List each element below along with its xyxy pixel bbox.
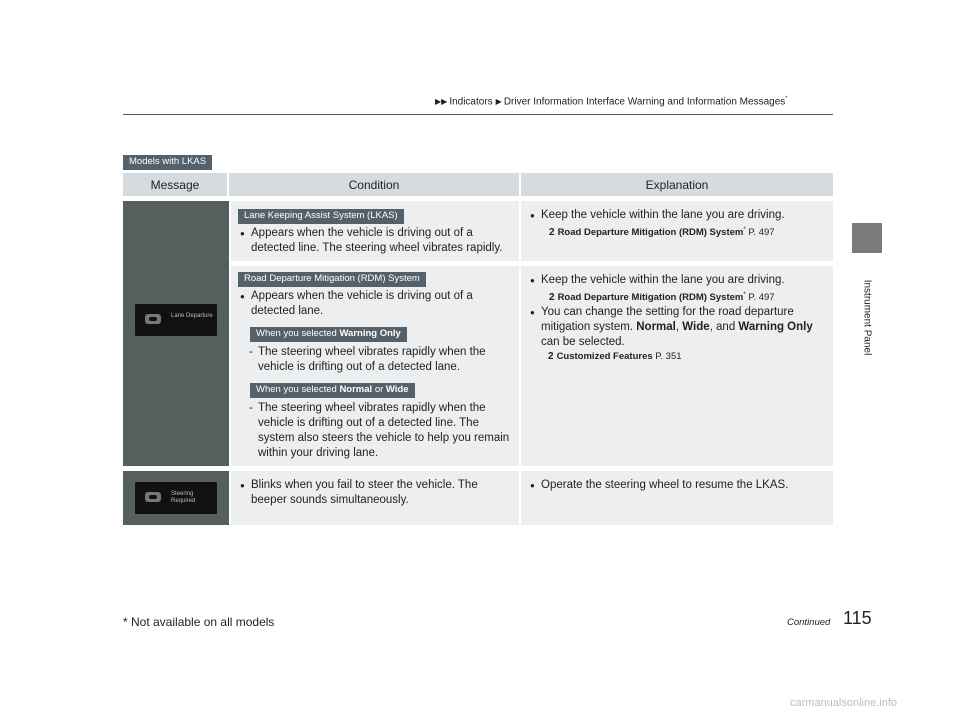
screen-label: Lane Departure [171,313,213,319]
normal-wide-badge: When you selected Normal or Wide [250,383,415,398]
warning-only-badge: When you selected Warning Only [250,327,407,342]
explanation-text: ● Operate the steering wheel to resume the LKAS. [528,478,826,493]
normal-wide-text: - The steering wheel vibrates rapidly when the vehicle is drifting out of a detected line. The system also steers the vehicle to help you remain within your driving lane. [238,401,512,461]
continued-label: Continued [787,617,831,628]
section-tab-marker [852,223,882,253]
header-rule [123,114,833,115]
explanation-cell [521,266,833,466]
message-table [123,173,833,525]
cross-reference: 2 Road Departure Mitigation (RDM) System* P. 497 [549,227,775,239]
header-condition: Condition [229,173,521,196]
condition-text: ● Appears when the vehicle is driving out of a detected lane. [238,289,512,319]
table-row [123,471,833,525]
breadcrumb-asterisk: * [785,96,788,102]
lane-departure-display [135,304,217,336]
explanation-text: ● Keep the vehicle within the lane you are driving. [528,208,826,223]
screen-label: Steering Required [171,491,196,504]
header-message: Message [123,173,229,196]
breadcrumb [435,96,788,107]
page-number: 115 [843,608,872,628]
footnote: * Not available on all models [123,615,275,629]
explanation-text: ● Keep the vehicle within the lane you are driving. [528,273,826,288]
table-row [123,201,833,261]
reference-arrow-icon: 2 [549,292,555,304]
condition-cell [229,471,521,525]
message-cell-lane-departure [123,201,229,466]
explanation-cell [521,471,833,525]
breadcrumb-part-2: Driver Information Interface Warning and Information Messages [503,96,786,108]
triangle-icon: ▶ [495,97,502,107]
header-explanation: Explanation [521,173,833,196]
steering-required-display [135,482,217,514]
warning-only-text: - The steering wheel vibrates rapidly when the vehicle is drifting out of a detected lane. [238,345,512,375]
car-icon [145,314,161,324]
message-cell-steering-required [123,471,229,525]
cross-reference: 2 Road Departure Mitigation (RDM) System* P. 497 [549,292,775,304]
condition-cell [229,201,521,261]
breadcrumb-part-1: Indicators [449,96,493,108]
side-section-label: Instrument Panel [861,279,873,356]
condition-cell [229,266,521,466]
explanation-cell [521,201,833,261]
cross-reference: 2 Customized Features P. 351 [548,351,682,363]
double-triangle-icon: ▶▶ [435,97,448,107]
condition-text: ● Blinks when you fail to steer the vehicle. The beeper sounds simultaneously. [238,478,512,508]
explanation-text: ● You can change the setting for the road departure mitigation system. Normal, Wide, and Warning Only can be selected. [528,305,826,350]
reference-arrow-icon: 2 [549,227,555,239]
models-badge: Models with LKAS [123,155,212,170]
condition-text: ● Appears when the vehicle is driving out of a detected line. The steering wheel vibrates rapidly. [238,226,512,256]
rdm-badge: Road Departure Mitigation (RDM) System [238,272,426,287]
reference-arrow-icon: 2 [548,351,554,363]
car-icon [145,492,161,502]
table-row [123,266,833,466]
table-header-row [123,173,833,196]
lkas-badge: Lane Keeping Assist System (LKAS) [238,209,404,224]
watermark: carmanualsonline.info [790,697,898,709]
